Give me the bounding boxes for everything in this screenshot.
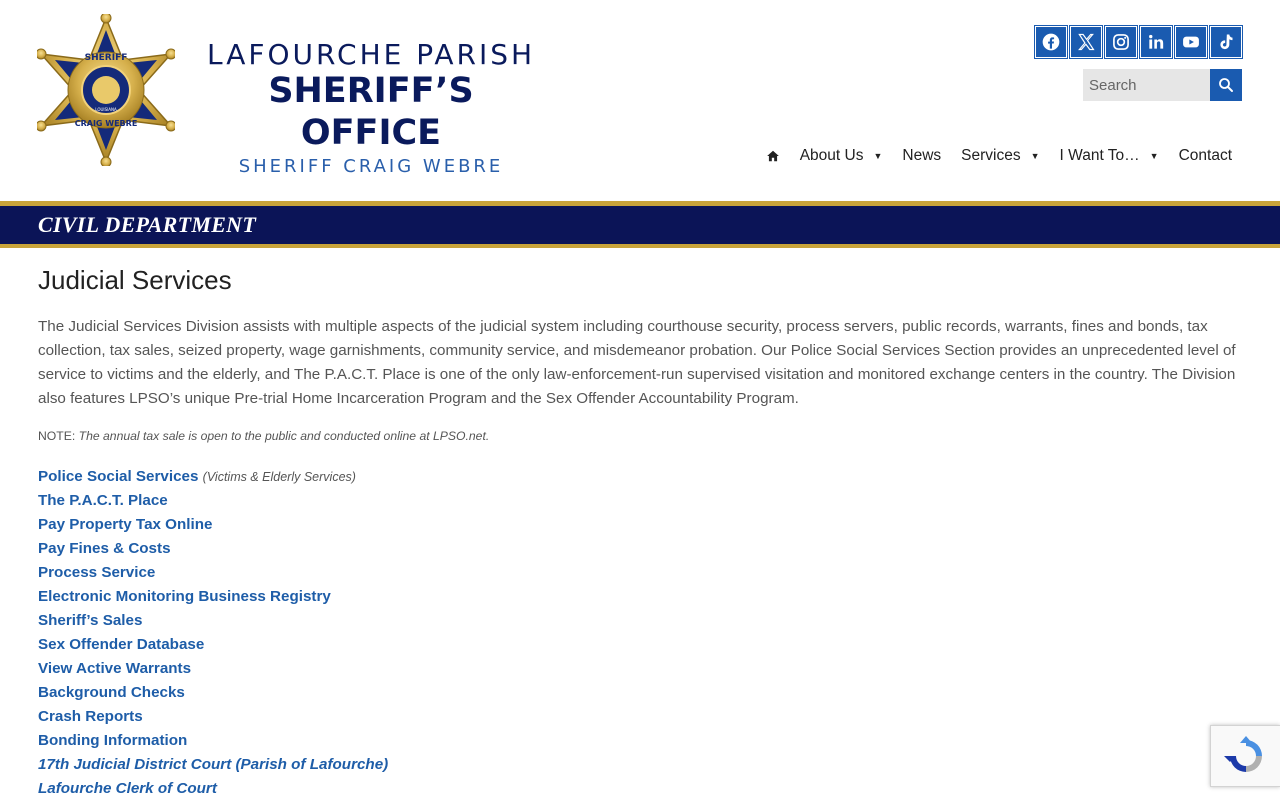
nav-about-us-label: About Us [799, 147, 864, 164]
instagram-icon[interactable] [1105, 26, 1137, 58]
link-lafourche-clerk-of-court[interactable]: Lafourche Clerk of Court [38, 780, 217, 797]
tiktok-icon[interactable] [1210, 26, 1242, 58]
svg-text:LOUISIANA: LOUISIANA [95, 107, 117, 112]
link-pay-property-tax[interactable]: Pay Property Tax Online [38, 516, 213, 533]
logo-sheriff-line: SHERIFF CRAIG WEBRE [238, 156, 504, 177]
link-note: (Victims & Elderly Services) [202, 470, 356, 484]
link-crash-reports[interactable]: Crash Reports [38, 708, 143, 725]
facebook-icon[interactable] [1035, 26, 1067, 58]
link-background-checks[interactable]: Background Checks [38, 684, 185, 701]
recaptcha-icon [1224, 734, 1268, 778]
nav-i-want-to[interactable] [1050, 147, 1169, 165]
search-form [1083, 69, 1242, 101]
page-title: Judicial Services [38, 265, 232, 295]
nav-news[interactable] [892, 147, 951, 165]
caret-down-icon: ▼ [1030, 151, 1040, 161]
nav-about-us[interactable] [790, 147, 893, 165]
department-banner [0, 206, 1280, 244]
link-sheriffs-sales[interactable]: Sheriff’s Sales [38, 612, 143, 629]
linkedin-icon[interactable] [1140, 26, 1172, 58]
link-electronic-monitoring-registry[interactable]: Electronic Monitoring Business Registry [38, 588, 331, 605]
link-bonding-information[interactable]: Bonding Information [38, 732, 188, 749]
list-item [38, 561, 1242, 585]
department-title: CIVIL DEPARTMENT [38, 212, 257, 237]
list-item [38, 777, 1242, 800]
nav-i-want-to-label: I Want To… [1059, 147, 1140, 164]
list-item [38, 657, 1242, 681]
main-navigation [756, 140, 1242, 172]
list-item [38, 729, 1242, 753]
banner-gold-stripe-bottom [0, 244, 1280, 248]
link-process-service[interactable]: Process Service [38, 564, 156, 581]
nav-home[interactable] [756, 149, 790, 163]
link-pact-place[interactable]: The P.A.C.T. Place [38, 492, 168, 509]
list-item [38, 489, 1242, 513]
list-item [38, 513, 1242, 537]
nav-news-label: News [902, 147, 942, 164]
nav-services-label: Services [961, 147, 1021, 164]
note-text: The annual tax sale is open to the public and conducted online at LPSO.net. [78, 429, 490, 443]
link-view-active-warrants[interactable]: View Active Warrants [38, 660, 192, 677]
nav-services[interactable] [951, 147, 1049, 165]
service-links-list [38, 465, 1242, 800]
link-pay-fines-costs[interactable]: Pay Fines & Costs [38, 540, 171, 557]
list-item [38, 537, 1242, 561]
logo-parish-line: LAFOURCHE PARISH [206, 38, 536, 71]
nav-contact-label: Contact [1178, 147, 1232, 164]
sheriff-badge-logo[interactable] [37, 14, 175, 166]
site-header [0, 0, 1280, 202]
link-sex-offender-database[interactable]: Sex Offender Database [38, 636, 205, 653]
x-icon[interactable] [1070, 26, 1102, 58]
tax-sale-note [38, 427, 1242, 445]
list-item [38, 633, 1242, 657]
list-item [38, 753, 1242, 777]
caret-down-icon: ▼ [873, 151, 883, 161]
link-17th-judicial-district-court[interactable]: 17th Judicial District Court (Parish of Lafourche) [38, 756, 389, 773]
nav-contact[interactable] [1169, 147, 1242, 165]
main-content [38, 262, 1242, 800]
logo-office-line: SHERIFF’S OFFICE [268, 71, 474, 153]
recaptcha-badge[interactable] [1210, 725, 1280, 787]
link-police-social-services[interactable]: Police Social Services [38, 468, 199, 485]
list-item [38, 681, 1242, 705]
note-label: NOTE: [38, 429, 76, 443]
svg-text:SHERIFF: SHERIFF [84, 53, 128, 63]
list-item [38, 465, 1242, 489]
search-button[interactable] [1210, 69, 1242, 101]
search-icon [1217, 76, 1235, 94]
caret-down-icon: ▼ [1149, 151, 1159, 161]
intro-paragraph: The Judicial Services Division assists with multiple aspects of the judicial system including courthouse security, process servers, public records, warrants, fines and bonds, tax collection, tax sales, seized property, wage garnishments, community service, and misdemeanor probation. Our Police Social Services Section provides an unprecedented level of service to victims and the elderly, and The P.A.C.T. Place is one of the only law-enforcement-run supervised visitation and monitored exchange centers in the country. The Division also features LPSO’s unique Pre-trial Home Incarceration Program and the Sex Offender Accountability Program. [38, 318, 1236, 407]
home-icon [766, 149, 780, 163]
svg-text:CRAIG WEBRE: CRAIG WEBRE [74, 119, 138, 128]
social-links [1035, 26, 1242, 58]
list-item [38, 705, 1242, 729]
youtube-icon[interactable] [1175, 26, 1207, 58]
search-input[interactable] [1083, 69, 1210, 101]
list-item [38, 609, 1242, 633]
site-logo-text[interactable] [198, 40, 544, 180]
list-item [38, 585, 1242, 609]
